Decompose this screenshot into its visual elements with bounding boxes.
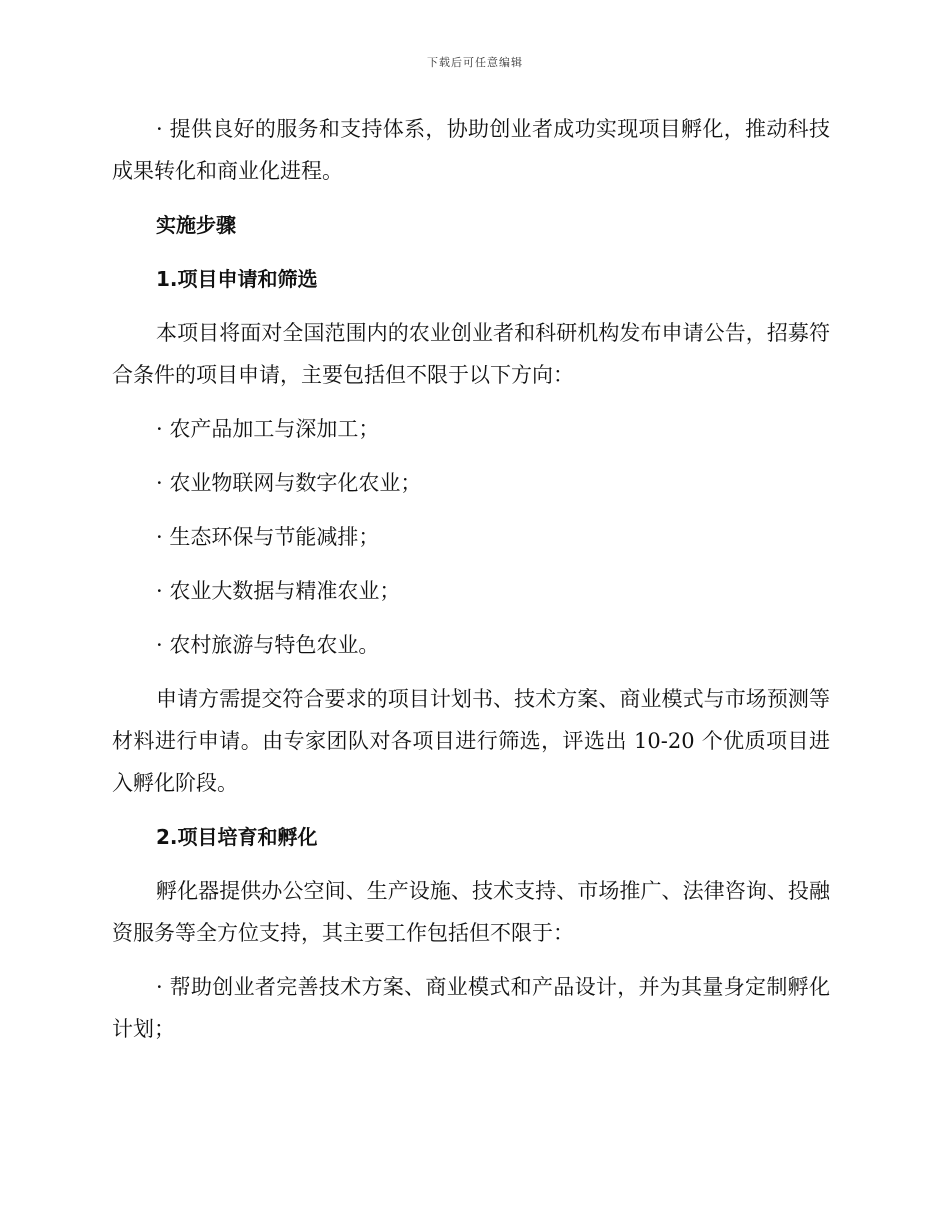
paragraph-application-materials: 申请方需提交符合要求的项目计划书、技术方案、商业模式与市场预测等材料进行申请。由专家团队对各项目进行筛选，评选出 10-20 个优质项目进入孵化阶段。 <box>112 687 830 795</box>
heading-step-1: 1.项目申请和筛选 <box>156 267 318 291</box>
paragraph-support-system: · 提供良好的服务和支持体系，协助创业者成功实现项目孵化，推动科技成果转化和商业化进程。 <box>112 117 830 183</box>
heading-step-2: 2.项目培育和孵化 <box>156 825 318 849</box>
heading-implementation-steps: 实施步骤 <box>156 213 236 237</box>
paragraph-application-intro: 本项目将面对全国范围内的农业创业者和科研机构发布申请公告，招募符合条件的项目申请，主要包括但不限于以下方向： <box>112 321 830 387</box>
bullet-item: · 生态环保与节能减排； <box>156 525 380 549</box>
bullet-item: · 农产品加工与深加工； <box>156 417 380 441</box>
bullet-item: · 农业物联网与数字化农业； <box>156 471 422 495</box>
paragraph-incubator-support: 孵化器提供办公空间、生产设施、技术支持、市场推广、法律咨询、投融资服务等全方位支持，其主要工作包括但不限于： <box>112 879 830 945</box>
bullet-item: · 农村旅游与特色农业。 <box>156 633 380 657</box>
document-body <box>112 108 830 1062</box>
bullet-item: · 帮助创业者完善技术方案、商业模式和产品设计，并为其量身定制孵化计划； <box>112 975 830 1041</box>
bullet-item: · 农业大数据与精准农业； <box>156 579 401 603</box>
page-header: 下载后可任意编辑 <box>427 56 523 69</box>
